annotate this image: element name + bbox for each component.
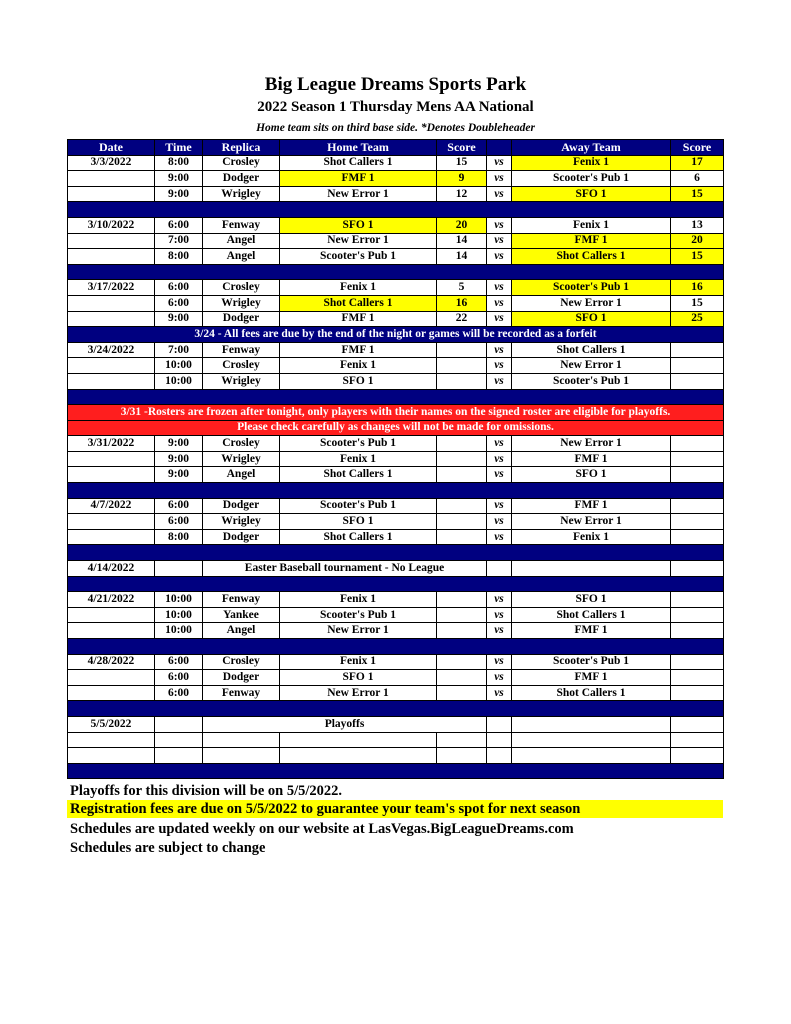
game-time: 10:00 <box>155 358 203 374</box>
home-team: SFO 1 <box>280 217 437 233</box>
away-team: FMF 1 <box>512 233 671 249</box>
vs-label: vs <box>487 342 512 358</box>
home-score <box>437 451 487 467</box>
spacer-row <box>68 202 724 218</box>
game-date <box>68 451 155 467</box>
game-time: 6:00 <box>155 217 203 233</box>
game-time: 6:00 <box>155 295 203 311</box>
spacer-row <box>68 701 724 717</box>
game-date <box>68 607 155 623</box>
home-score: 14 <box>437 249 487 265</box>
away-team: New Error 1 <box>512 295 671 311</box>
away-team: FMF 1 <box>512 451 671 467</box>
vs-label: vs <box>487 514 512 530</box>
away-score <box>671 654 724 670</box>
away-team: Fenix 1 <box>512 217 671 233</box>
home-team: New Error 1 <box>280 186 437 202</box>
table-row <box>68 155 724 171</box>
game-field: Dodger <box>203 670 280 686</box>
col-header-time: Time <box>155 140 203 156</box>
alert-text: Please check carefully as changes will not be made for omissions. <box>68 420 724 436</box>
game-field: Dodger <box>203 498 280 514</box>
spacer-cell <box>68 701 724 717</box>
col-header-away-score: Score <box>671 140 724 156</box>
game-time: 9:00 <box>155 451 203 467</box>
vs-label: vs <box>487 436 512 452</box>
away-score <box>671 358 724 374</box>
home-score: 9 <box>437 171 487 187</box>
vs-label: vs <box>487 358 512 374</box>
game-field: Fenway <box>203 342 280 358</box>
page-subtitle: 2022 Season 1 Thursday Mens AA National <box>257 99 534 115</box>
col-header-date: Date <box>68 140 155 156</box>
vs-label: vs <box>487 155 512 171</box>
spacer-cell <box>68 202 724 218</box>
game-time: 6:00 <box>155 280 203 296</box>
spacer-row <box>68 389 724 405</box>
away-score <box>671 685 724 701</box>
game-date <box>68 233 155 249</box>
spacer-cell <box>68 576 724 592</box>
home-score <box>437 342 487 358</box>
table-row <box>68 373 724 389</box>
game-date <box>68 467 155 483</box>
away-score <box>671 373 724 389</box>
home-score <box>437 498 487 514</box>
game-date: 4/7/2022 <box>68 498 155 514</box>
table-row <box>68 233 724 249</box>
empty-cell <box>671 732 724 748</box>
home-team: New Error 1 <box>280 233 437 249</box>
game-field: Angel <box>203 623 280 639</box>
game-field: Crosley <box>203 155 280 171</box>
home-team: Scooter's Pub 1 <box>280 436 437 452</box>
game-field: Angel <box>203 467 280 483</box>
away-score: 15 <box>671 295 724 311</box>
game-date: 5/5/2022 <box>68 716 155 732</box>
vs-label: vs <box>487 451 512 467</box>
home-score <box>437 623 487 639</box>
schedule-table <box>67 139 724 779</box>
game-time: 9:00 <box>155 311 203 327</box>
empty-cell <box>487 732 512 748</box>
blank-row <box>68 732 724 748</box>
spacer-cell <box>68 389 724 405</box>
away-team: Shot Callers 1 <box>512 249 671 265</box>
game-date <box>68 623 155 639</box>
game-field: Fenway <box>203 592 280 608</box>
home-team: Fenix 1 <box>280 451 437 467</box>
vs-label: vs <box>487 171 512 187</box>
away-team: Shot Callers 1 <box>512 607 671 623</box>
away-team: Scooter's Pub 1 <box>512 654 671 670</box>
game-time: 9:00 <box>155 436 203 452</box>
game-field: Wrigley <box>203 514 280 530</box>
change-note: Schedules are subject to change <box>70 840 266 856</box>
game-field: Crosley <box>203 280 280 296</box>
home-score <box>437 529 487 545</box>
away-score: 15 <box>671 249 724 265</box>
game-date <box>68 311 155 327</box>
vs-label: vs <box>487 670 512 686</box>
game-date <box>68 529 155 545</box>
away-score <box>671 467 724 483</box>
home-score <box>437 467 487 483</box>
home-team: Fenix 1 <box>280 280 437 296</box>
table-header-row <box>68 140 724 156</box>
away-team: FMF 1 <box>512 623 671 639</box>
game-field: Wrigley <box>203 373 280 389</box>
registration-note: Registration fees are due on 5/5/2022 to guarantee your team's spot for next season <box>67 800 723 818</box>
game-time: 6:00 <box>155 685 203 701</box>
game-date <box>68 171 155 187</box>
empty-cell <box>437 748 487 764</box>
empty-cell <box>487 716 512 732</box>
alert-row <box>68 405 724 421</box>
away-team: Scooter's Pub 1 <box>512 280 671 296</box>
spacer-cell <box>68 639 724 655</box>
vs-label: vs <box>487 623 512 639</box>
table-row <box>68 529 724 545</box>
table-row <box>68 217 724 233</box>
empty-cell <box>203 748 280 764</box>
away-score <box>671 623 724 639</box>
away-score: 15 <box>671 186 724 202</box>
away-team: SFO 1 <box>512 311 671 327</box>
game-field: Wrigley <box>203 186 280 202</box>
spacer-cell <box>68 763 724 779</box>
game-field: Fenway <box>203 217 280 233</box>
home-team: Scooter's Pub 1 <box>280 607 437 623</box>
table-row <box>68 467 724 483</box>
game-field: Crosley <box>203 358 280 374</box>
table-row <box>68 358 724 374</box>
empty-cell <box>280 748 437 764</box>
col-header-home-team: Home Team <box>280 140 437 156</box>
game-date: 3/10/2022 <box>68 217 155 233</box>
empty-cell <box>68 748 155 764</box>
away-score <box>671 436 724 452</box>
game-date: 4/28/2022 <box>68 654 155 670</box>
home-score <box>437 373 487 389</box>
game-date <box>68 295 155 311</box>
away-team: SFO 1 <box>512 592 671 608</box>
vs-label: vs <box>487 654 512 670</box>
home-team: Fenix 1 <box>280 654 437 670</box>
home-team: Fenix 1 <box>280 592 437 608</box>
game-time: 9:00 <box>155 171 203 187</box>
spacer-cell <box>68 483 724 499</box>
alert-text: 3/31 -Rosters are frozen after tonight, only players with their names on the signed roster are eligible for playoffs. <box>68 405 724 421</box>
game-field: Dodger <box>203 171 280 187</box>
home-score: 14 <box>437 233 487 249</box>
vs-label: vs <box>487 373 512 389</box>
spacer-row <box>68 639 724 655</box>
game-date <box>68 186 155 202</box>
game-time: 6:00 <box>155 498 203 514</box>
game-time: 8:00 <box>155 249 203 265</box>
away-score: 16 <box>671 280 724 296</box>
empty-cell <box>280 732 437 748</box>
away-team: New Error 1 <box>512 514 671 530</box>
away-team: SFO 1 <box>512 186 671 202</box>
game-date <box>68 685 155 701</box>
playoffs-note: Playoffs for this division will be on 5/5/2022. <box>70 783 343 799</box>
game-field: Wrigley <box>203 451 280 467</box>
away-score: 25 <box>671 311 724 327</box>
vs-label: vs <box>487 311 512 327</box>
table-row <box>68 592 724 608</box>
empty-cell <box>671 748 724 764</box>
game-time: 6:00 <box>155 654 203 670</box>
empty-cell <box>512 716 671 732</box>
table-row <box>68 249 724 265</box>
game-date: 3/24/2022 <box>68 342 155 358</box>
game-time: 6:00 <box>155 514 203 530</box>
event-row <box>68 716 724 732</box>
game-field: Crosley <box>203 654 280 670</box>
away-score <box>671 592 724 608</box>
game-date: 3/3/2022 <box>68 155 155 171</box>
game-time: 8:00 <box>155 155 203 171</box>
table-row <box>68 498 724 514</box>
away-team: FMF 1 <box>512 498 671 514</box>
game-time: 6:00 <box>155 670 203 686</box>
game-field: Crosley <box>203 436 280 452</box>
game-time: 7:00 <box>155 342 203 358</box>
game-field: Angel <box>203 249 280 265</box>
empty-cell <box>512 561 671 577</box>
home-score: 12 <box>437 186 487 202</box>
table-row <box>68 451 724 467</box>
home-team: New Error 1 <box>280 685 437 701</box>
vs-label: vs <box>487 498 512 514</box>
home-score <box>437 654 487 670</box>
home-score: 15 <box>437 155 487 171</box>
game-date <box>68 249 155 265</box>
home-score <box>437 514 487 530</box>
game-date: 3/31/2022 <box>68 436 155 452</box>
vs-label: vs <box>487 249 512 265</box>
game-time: 9:00 <box>155 467 203 483</box>
home-score: 20 <box>437 217 487 233</box>
col-header-home-score: Score <box>437 140 487 156</box>
game-field: Wrigley <box>203 295 280 311</box>
away-team: Shot Callers 1 <box>512 342 671 358</box>
game-field: Dodger <box>203 529 280 545</box>
empty-cell <box>68 732 155 748</box>
away-score: 17 <box>671 155 724 171</box>
away-team: FMF 1 <box>512 670 671 686</box>
game-time: 10:00 <box>155 592 203 608</box>
website-note: Schedules are updated weekly on our website at LasVegas.BigLeagueDreams.com <box>70 821 574 837</box>
home-score <box>437 358 487 374</box>
home-score: 22 <box>437 311 487 327</box>
empty-cell <box>512 748 671 764</box>
away-score <box>671 342 724 358</box>
alert-row <box>68 420 724 436</box>
notice-text: 3/24 - All fees are due by the end of the night or games will be recorded as a forfeit <box>68 327 724 343</box>
table-row <box>68 295 724 311</box>
away-score <box>671 529 724 545</box>
away-team: Fenix 1 <box>512 155 671 171</box>
away-score <box>671 607 724 623</box>
game-time: 10:00 <box>155 623 203 639</box>
empty-cell <box>155 732 203 748</box>
notice-row <box>68 327 724 343</box>
away-team: New Error 1 <box>512 436 671 452</box>
home-score <box>437 607 487 623</box>
table-row <box>68 685 724 701</box>
empty-cell <box>487 561 512 577</box>
empty-cell <box>671 716 724 732</box>
game-time: 7:00 <box>155 233 203 249</box>
game-date <box>68 373 155 389</box>
table-row <box>68 311 724 327</box>
table-row <box>68 342 724 358</box>
home-team: SFO 1 <box>280 670 437 686</box>
game-field: Angel <box>203 233 280 249</box>
away-team: Fenix 1 <box>512 529 671 545</box>
away-team: New Error 1 <box>512 358 671 374</box>
table-row <box>68 623 724 639</box>
vs-label: vs <box>487 233 512 249</box>
table-row <box>68 186 724 202</box>
away-score: 13 <box>671 217 724 233</box>
game-field: Yankee <box>203 607 280 623</box>
away-team: Shot Callers 1 <box>512 685 671 701</box>
table-row <box>68 171 724 187</box>
event-text: Playoffs <box>203 716 487 732</box>
empty-cell <box>512 732 671 748</box>
game-time <box>155 716 203 732</box>
away-score: 20 <box>671 233 724 249</box>
home-team: Shot Callers 1 <box>280 155 437 171</box>
empty-cell <box>203 732 280 748</box>
vs-label: vs <box>487 467 512 483</box>
table-row <box>68 514 724 530</box>
home-team: Shot Callers 1 <box>280 295 437 311</box>
col-header-replica: Replica <box>203 140 280 156</box>
home-score: 16 <box>437 295 487 311</box>
event-text: Easter Baseball tournament - No League <box>203 561 487 577</box>
page-title: Big League Dreams Sports Park <box>264 74 527 95</box>
game-field: Fenway <box>203 685 280 701</box>
game-date <box>68 514 155 530</box>
spacer-cell <box>68 264 724 280</box>
spacer-row <box>68 545 724 561</box>
home-team: FMF 1 <box>280 311 437 327</box>
table-row <box>68 280 724 296</box>
vs-label: vs <box>487 592 512 608</box>
game-date: 4/14/2022 <box>68 561 155 577</box>
game-date: 4/21/2022 <box>68 592 155 608</box>
home-score: 5 <box>437 280 487 296</box>
vs-label: vs <box>487 529 512 545</box>
game-date <box>68 358 155 374</box>
away-team: Scooter's Pub 1 <box>512 171 671 187</box>
game-time: 10:00 <box>155 607 203 623</box>
home-team: FMF 1 <box>280 342 437 358</box>
empty-cell <box>155 748 203 764</box>
spacer-row <box>68 763 724 779</box>
game-date: 3/17/2022 <box>68 280 155 296</box>
empty-cell <box>437 732 487 748</box>
home-score <box>437 436 487 452</box>
away-score <box>671 451 724 467</box>
home-team: Scooter's Pub 1 <box>280 498 437 514</box>
empty-cell <box>671 561 724 577</box>
vs-label: vs <box>487 607 512 623</box>
col-header-away-team: Away Team <box>512 140 671 156</box>
home-team: New Error 1 <box>280 623 437 639</box>
home-score <box>437 592 487 608</box>
schedule-body <box>68 140 724 779</box>
away-team: Scooter's Pub 1 <box>512 373 671 389</box>
spacer-row <box>68 576 724 592</box>
vs-label: vs <box>487 685 512 701</box>
table-row <box>68 670 724 686</box>
spacer-cell <box>68 545 724 561</box>
schedule-note: Home team sits on third base side. *Denotes Doubleheader <box>256 122 535 134</box>
home-team: SFO 1 <box>280 514 437 530</box>
blank-row <box>68 748 724 764</box>
game-date <box>68 670 155 686</box>
vs-label: vs <box>487 280 512 296</box>
table-row <box>68 607 724 623</box>
spacer-row <box>68 264 724 280</box>
home-team: Shot Callers 1 <box>280 529 437 545</box>
col-header-vs <box>487 140 512 156</box>
game-time: 10:00 <box>155 373 203 389</box>
game-time <box>155 561 203 577</box>
away-score <box>671 498 724 514</box>
home-team: Shot Callers 1 <box>280 467 437 483</box>
game-time: 8:00 <box>155 529 203 545</box>
home-team: Scooter's Pub 1 <box>280 249 437 265</box>
spacer-row <box>68 483 724 499</box>
home-team: Fenix 1 <box>280 358 437 374</box>
game-field: Dodger <box>203 311 280 327</box>
away-score <box>671 514 724 530</box>
empty-cell <box>487 748 512 764</box>
home-team: FMF 1 <box>280 171 437 187</box>
home-score <box>437 670 487 686</box>
vs-label: vs <box>487 186 512 202</box>
event-row <box>68 561 724 577</box>
away-team: SFO 1 <box>512 467 671 483</box>
away-score: 6 <box>671 171 724 187</box>
vs-label: vs <box>487 217 512 233</box>
table-row <box>68 436 724 452</box>
vs-label: vs <box>487 295 512 311</box>
home-team: SFO 1 <box>280 373 437 389</box>
game-time: 9:00 <box>155 186 203 202</box>
table-row <box>68 654 724 670</box>
home-score <box>437 685 487 701</box>
away-score <box>671 670 724 686</box>
